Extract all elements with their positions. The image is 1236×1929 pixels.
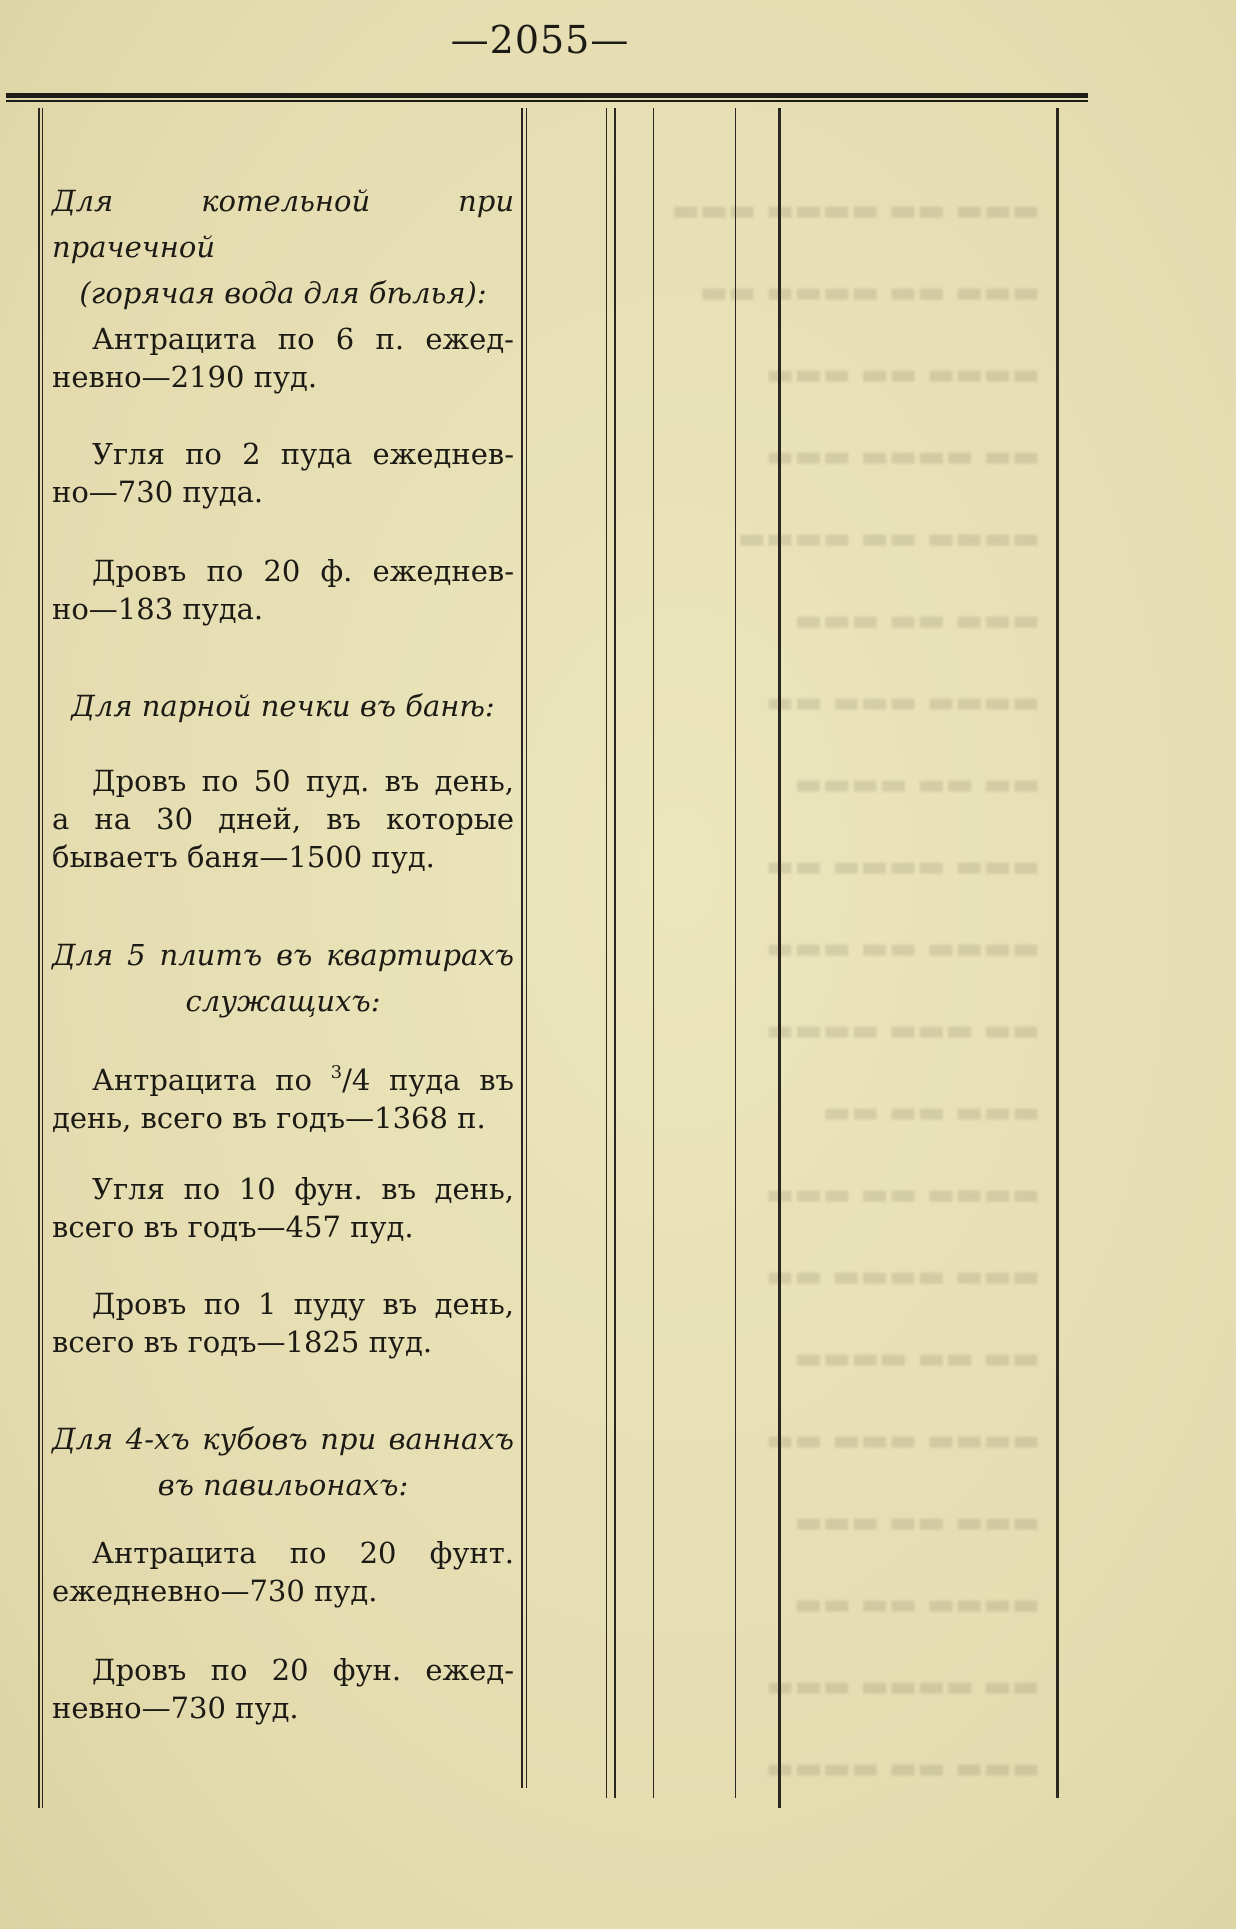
list-item [52,552,514,628]
list-item [52,1054,514,1137]
section-heading [52,683,514,729]
list-item [52,320,514,396]
column-line [526,108,527,1788]
item-line: день, всего въ годъ—1368 п. [52,1101,486,1135]
heading-line: Для 5 плитъ въ квартирахъ [52,938,514,972]
section-heading [52,932,514,1024]
item-line: Дровъ по 20 фун. ежед- [92,1653,514,1687]
column-line [1056,108,1059,1798]
list-item [52,1534,514,1610]
item-line: Дровъ по 1 пуду въ день, [92,1287,514,1321]
top-rule-thin [6,100,1088,102]
page-number: —2055— [450,18,630,62]
heading-line: Для 4-хъ кубовъ при ваннахъ [52,1422,514,1456]
heading-line: въ павильонахъ: [157,1468,409,1502]
item-line: Антрацита по $^3$/4 пуда въ [92,1062,514,1097]
list-item [52,762,514,876]
item-line: невно—730 пуд. [52,1691,299,1725]
heading-line: Для парной печки въ банѣ: [71,689,495,723]
item-line: Дровъ по 50 пуд. въ день, [92,764,514,798]
item-line: а на 30 дней, въ которые [52,802,514,836]
column-line [521,108,523,1788]
item-line: ежедневно—730 пуд. [52,1574,378,1608]
item-line: но—183 пуда. [52,592,264,626]
heading-line: служащихъ: [185,984,381,1018]
column-line [42,108,43,1808]
item-line: Антрацита по 6 п. ежед- [92,322,514,356]
list-item [52,435,514,511]
item-line: Угля по 2 пуда ежеднев- [92,437,514,471]
item-line: Антрацита по 20 фунт. [92,1536,514,1570]
bleed-through-texture: ▬▬▬ ▬▬ ▬▬▬▬ ▬▬▬ ▬▬▬ ▬▬ ▬▬▬▬ ▬▬ ▬▬▬▬ ▬▬ ▬▬▬ ▬▬ ▬▬▬▬ ▬▬▬ ▬▬▬▬ ▬▬ ▬▬▬▬ ▬▬▬ ▬▬ ▬▬▬ ▬▬▬▬ ▬▬▬ ▬▬ ▬▬ ▬▬ ▬▬▬▬ ▬▬▬ ▬▬▬▬ ▬▬ ▬▬▬▬ ▬▬ ▬▬▬ ▬▬ ▬▬▬ ▬▬▬▬ ▬▬▬ ▬▬ ▬▬ ▬▬▬▬ ▬▬ ▬▬▬ ▬▬▬ ▬▬▬▬ ▬▬ ▬▬ ▬▬ ▬▬▬▬ ▬▬▬▬ ▬▬▬ ▬▬ ▬▬▬ ▬▬ ▬▬▬ ▬▬▬▬ ▬▬ ▬▬ ▬▬ ▬▬▬▬ ▬▬▬ ▬▬▬ ▬▬ ▬▬▬▬ [671,193,1040,1786]
column-line [38,108,40,1808]
top-rule [6,93,1088,98]
heading-line: (горячая вода для бѣлья): [79,276,487,310]
item-line: всего въ годъ—1825 пуд. [52,1325,433,1359]
list-item [52,1285,514,1361]
item-line: но—730 пуда. [52,475,264,509]
item-line: Угля по 10 фун. въ день, [92,1172,514,1206]
section-heading [52,178,514,316]
item-line: невно—2190 пуд. [52,360,318,394]
item-line: всего въ годъ—457 пуд. [52,1210,414,1244]
list-item [52,1651,514,1727]
heading-line: Для котельной при прачечной [52,184,514,264]
item-line: Дровъ по 20 ф. ежеднев- [92,554,514,588]
section-heading [52,1416,514,1508]
item-line: бываетъ баня—1500 пуд. [52,840,435,874]
list-item [52,1170,514,1246]
